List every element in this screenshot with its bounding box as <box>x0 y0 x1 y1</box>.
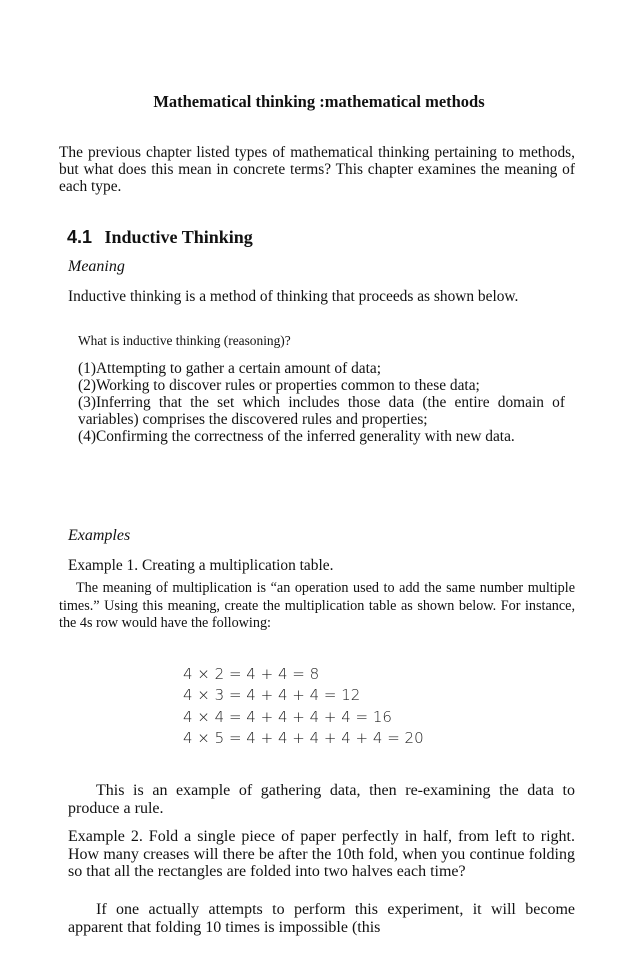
meaning-heading: Meaning <box>68 258 125 275</box>
step-item: (4)Confirming the correctness of the inferred generality with new data. <box>78 428 515 445</box>
section-heading <box>67 226 253 248</box>
step-item: (3)Inferring that the set which includes those data (the entire domain of variables) comprises the discovered rules and properties; <box>78 394 565 428</box>
equation-line: 4 × 5 = 4 + 4 + 4 + 4 + 4 = 20 <box>183 728 424 747</box>
section-number: 4.1 <box>67 227 93 247</box>
equation-line: 4 × 4 = 4 + 4 + 4 + 4 = 16 <box>183 707 392 726</box>
intro-paragraph: The previous chapter listed types of mathematical thinking pertaining to methods, but what does this mean in concrete terms? This chapter examines the meaning of each type. <box>59 144 575 195</box>
gathering-paragraph: This is an example of gathering data, then re-examining the data to produce a rule. <box>68 782 575 817</box>
equation-line: 4 × 3 = 4 + 4 + 4 = 12 <box>183 686 361 705</box>
box-caption: What is inductive thinking (reasoning)? <box>78 333 291 348</box>
examples-heading: Examples <box>68 527 131 544</box>
example1-title: Example 1. Creating a multiplication table. <box>68 557 334 574</box>
example1-body: The meaning of multiplication is “an operation used to add the same number multiple times.” Using this meaning, create the multiplication table as shown below. For instance, the 4s row would have the following: <box>59 580 575 631</box>
attempt-paragraph: If one actually attempts to perform this experiment, it will become apparent that folding 10 times is impossible (this <box>68 901 575 936</box>
section-title: Inductive Thinking <box>104 227 253 247</box>
steps-list <box>78 360 565 445</box>
equations-block <box>183 664 424 749</box>
example2-paragraph: Example 2. Fold a single piece of paper perfectly in half, from left to right. How many creases will there be after the 10th fold, when you continue folding so that all the rectangles are folded into two halves each time? <box>68 828 575 881</box>
equation-line: 4 × 2 = 4 + 4 = 8 <box>183 665 320 683</box>
chapter-title: Mathematical thinking :mathematical methods <box>153 92 485 111</box>
step-item: (1)Attempting to gather a certain amount of data; <box>78 360 382 377</box>
step-item: (2)Working to discover rules or properties common to these data; <box>78 377 480 394</box>
meaning-paragraph: Inductive thinking is a method of thinking that proceeds as shown below. <box>68 288 519 305</box>
